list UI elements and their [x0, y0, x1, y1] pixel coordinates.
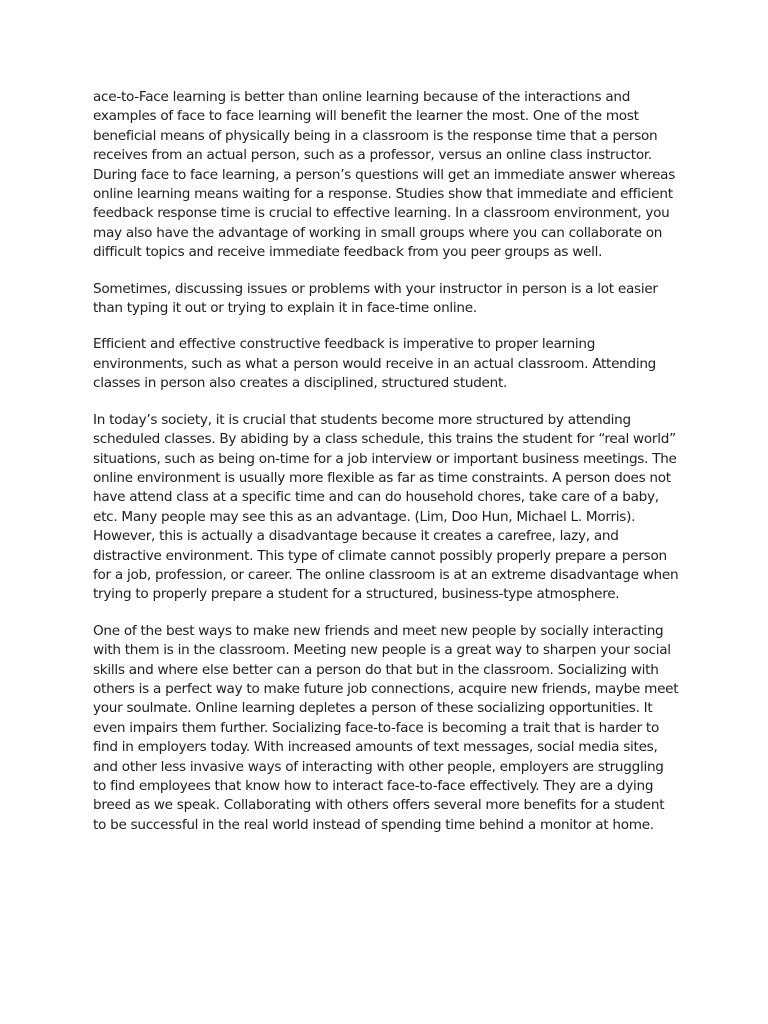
paragraph-feedback: Efficient and effective constructive feedback is imperative to proper learning environments, such as what a person would receive in an actual classroom. Attending classes in person also creates a disciplined, structured student. — [93, 336, 657, 392]
paragraph-structure: In today’s society, it is crucial that students become more structured by attending scheduled classes. By abiding by a class schedule, this trains the student for “real world” situations, such as being on-time for a job interview or important business meetings. The online environment is usually more flexible as far as time constraints. A person does not have attend class at a specific time and can do household chores, take care of a baby, etc. Many people may see this as an advantage. (Lim, Doo Hun, Michael L. Morris). However, this is actually a disadvantage because it creates a carefree, lazy, and distractive environment. This type of climate cannot possibly properly prepare a person for a job, profession, or career. The online classroom is at an extreme disadvantage when trying to properly prepare a student for a structured, business-type atmosphere. — [93, 411, 679, 603]
document-body — [93, 88, 679, 852]
paragraph-intro: ace-to-Face learning is better than online learning because of the interactions and examples of face to face learning will benefit the learner the most. One of the most beneficial means of physically being in a classroom is the response time that a person receives from an actual person, such as a professor, versus an online class instructor. During face to face learning, a person’s questions will get an immediate answer whereas online learning means waiting for a response. Studies show that immediate and efficient feedback response time is crucial to effective learning. In a classroom environment, you may also have the advantage of working in small groups where you can collaborate on difficult topics and receive immediate feedback from you peer groups as well. — [93, 89, 676, 261]
paragraph-socializing: One of the best ways to make new friends and meet new people by socially interacting with them is in the classroom. Meeting new people is a great way to sharpen your social skills and where else better can a person do that but in the classroom. Socializing with others is a perfect way to make future job connections, acquire new friends, maybe meet your soulmate. Online learning depletes a person of these socializing opportunities. It even impairs them further. Socializing face-to-face is becoming a trait that is harder to find in employers today. With increased amounts of text messages, social media sites, and other less invasive ways of interacting with other people, employers are struggling to find employees that know how to interact face-to-face effectively. They are a dying breed as we speak. Collaborating with others offers several more benefits for a student to be successful in the real world instead of spending time behind a monitor at home. — [93, 622, 679, 833]
paragraph-instructor: Sometimes, discussing issues or problems with your instructor in person is a lot easier than typing it out or trying to explain it in face-time online. — [93, 280, 658, 317]
